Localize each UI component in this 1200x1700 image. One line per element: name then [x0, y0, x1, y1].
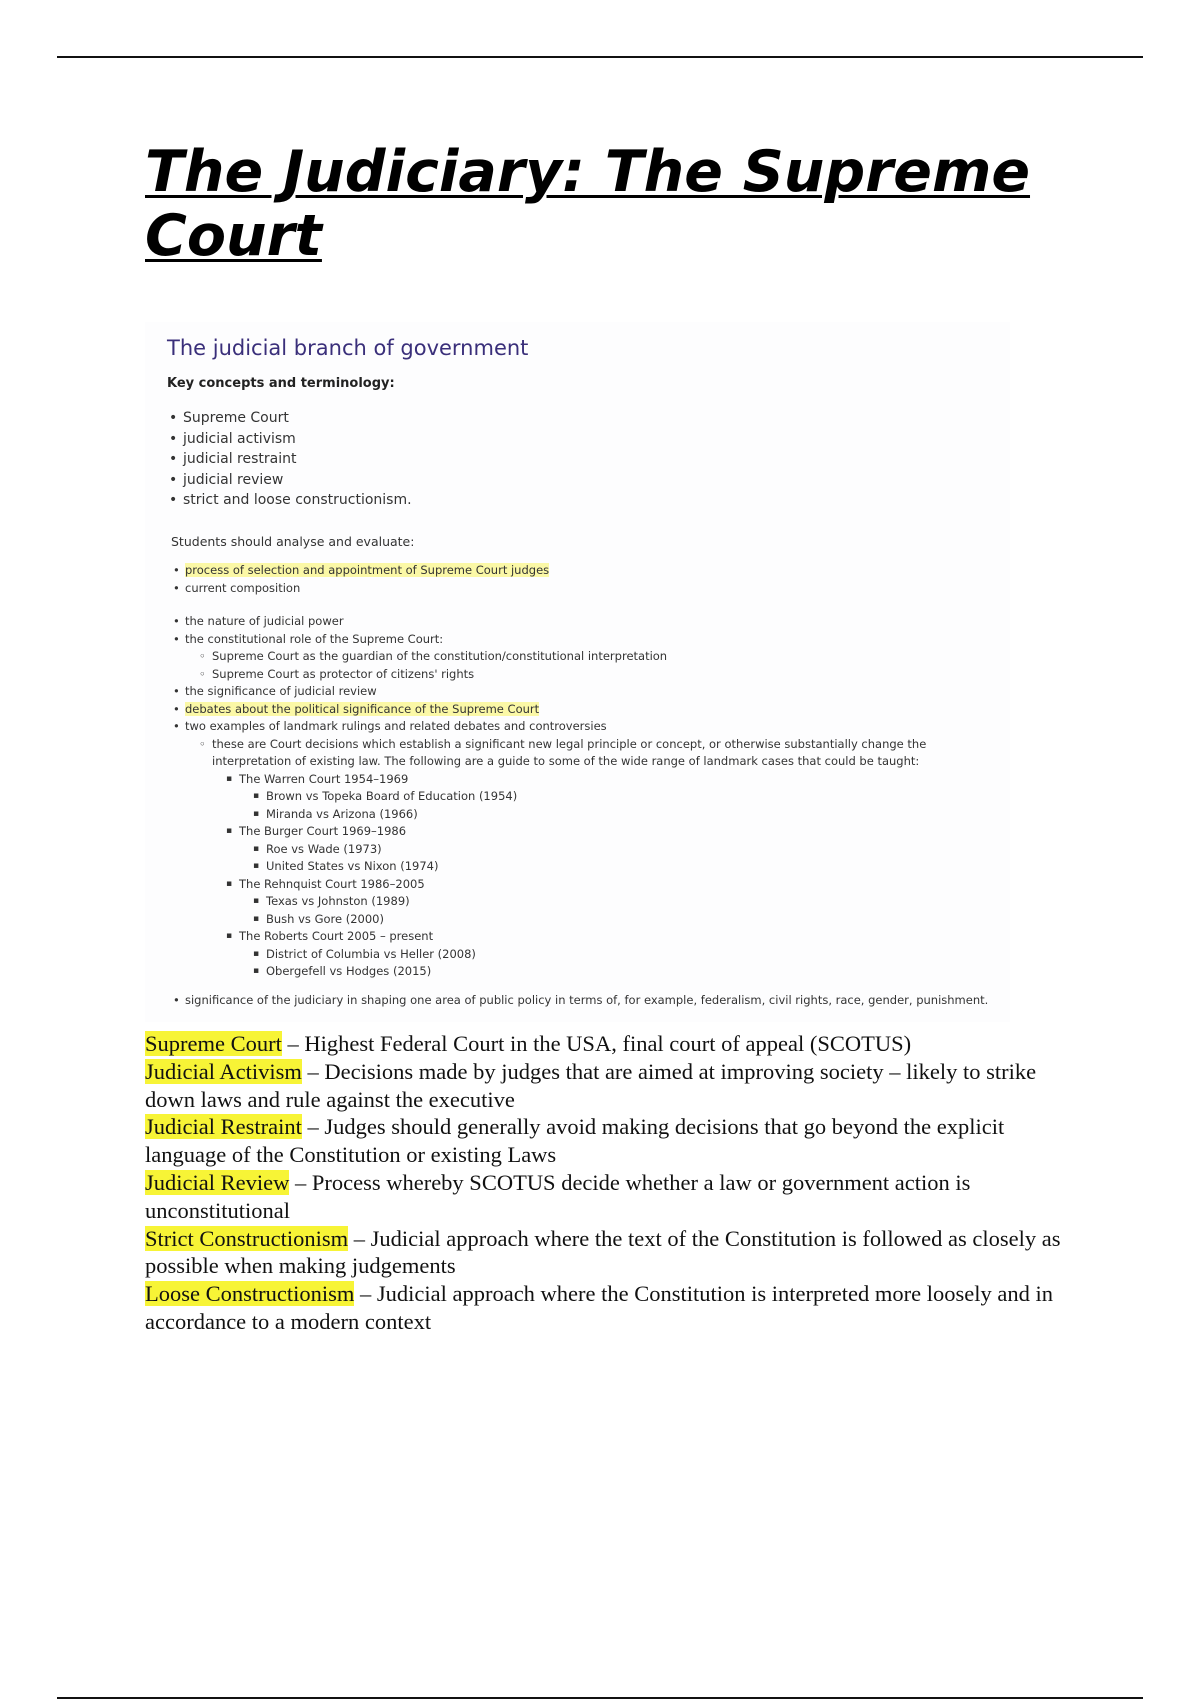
definition-term: Strict Constructionism	[145, 1225, 349, 1251]
list-item	[171, 701, 992, 719]
definition-text: – Decisions made by judges that are aimed at improving society – likely to strike down laws and rule against the executive	[145, 1058, 1037, 1112]
list-item: • two examples of landmark rulings and related debates and controversies	[171, 718, 992, 736]
list-item: ▪ Miranda vs Arizona (1966)	[171, 806, 992, 824]
definition-text: – Judicial approach where the text of the Constitution is followed as closely as possible when making judgements	[145, 1225, 1061, 1279]
list-item: ▪ The Warren Court 1954–1969	[171, 771, 992, 789]
definition	[145, 1225, 1065, 1281]
list-item: ▪ Texas vs Johnston (1989)	[171, 893, 992, 911]
definition-term: Judicial Activism	[145, 1058, 302, 1084]
page-title: The Judiciary: The Supreme Court	[145, 139, 1031, 269]
list-item: • current composition	[171, 580, 549, 598]
analyse-list-b	[171, 613, 992, 981]
students-label: Students should analyse and evaluate:	[171, 534, 415, 549]
list-item: ▪ Brown vs Topeka Board of Education (1954)	[171, 788, 992, 806]
analyse-list-a	[171, 562, 549, 597]
list-item: ◦ these are Court decisions which establish a significant new legal principle or concept, or otherwise substantially change the interpretation of existing law. The following are a guide to some of the wide range of landmark cases that could be taught:	[171, 736, 992, 771]
list-item: • Supreme Court	[167, 408, 412, 429]
list-item: • judicial restraint	[167, 449, 412, 470]
list-item: • judicial review	[167, 470, 412, 491]
list-item: ◦ Supreme Court as the guardian of the constitution/constitutional interpretation	[171, 648, 992, 666]
definition-term: Supreme Court	[145, 1031, 282, 1056]
list-item: ▪ Roe vs Wade (1973)	[171, 841, 992, 859]
definition	[145, 1058, 1065, 1114]
list-item: ◦ Supreme Court as protector of citizens' rights	[171, 666, 992, 684]
definition-term: Judicial Review	[145, 1169, 290, 1195]
specification-excerpt	[145, 322, 1010, 1022]
list-item: • the constitutional role of the Supreme Court:	[171, 631, 992, 649]
top-rule	[57, 56, 1143, 58]
definition	[145, 1169, 1065, 1225]
analyse-list-c	[171, 992, 1001, 1010]
spec-heading: The judicial branch of government	[167, 336, 529, 360]
list-item: ▪ District of Columbia vs Heller (2008)	[171, 946, 992, 964]
list-item	[171, 562, 549, 580]
definition-text: – Process whereby SCOTUS decide whether a law or government action is unconstitutional	[145, 1169, 971, 1223]
definition-text: – Judicial approach where the Constitution is interpreted more loosely and in accordance to a modern context	[145, 1281, 1053, 1334]
definition	[145, 1113, 1065, 1169]
definitions	[145, 1030, 1065, 1336]
list-item: ▪ The Burger Court 1969–1986	[171, 823, 992, 841]
list-item: • the significance of judicial review	[171, 683, 992, 701]
highlighted-text: debates about the political significance of the Supreme Court	[185, 701, 540, 716]
definition-text: – Highest Federal Court in the USA, final court of appeal (SCOTUS)	[281, 1031, 912, 1056]
definition-term: Judicial Restraint	[145, 1114, 302, 1140]
list-item: • the nature of judicial power	[171, 613, 992, 631]
list-item: ▪ Bush vs Gore (2000)	[171, 911, 992, 929]
list-item: • judicial activism	[167, 429, 412, 450]
definition	[145, 1280, 1065, 1336]
definition-term: Loose Constructionism	[145, 1281, 355, 1307]
list-item: ▪ United States vs Nixon (1974)	[171, 858, 992, 876]
highlighted-text: process of selection and appointment of Supreme Court judges	[185, 563, 550, 577]
definition	[145, 1030, 1065, 1058]
bottom-rule	[57, 1697, 1143, 1699]
list-item: • strict and loose constructionism.	[167, 490, 412, 511]
list-item: ▪ The Roberts Court 2005 – present	[171, 928, 992, 946]
list-item: • significance of the judiciary in shaping one area of public policy in terms of, for example, federalism, civil rights, race, gender, punishment.	[171, 992, 1001, 1010]
key-concepts-label: Key concepts and terminology:	[167, 376, 395, 391]
key-concepts-list	[167, 408, 412, 511]
list-item: ▪ Obergefell vs Hodges (2015)	[171, 963, 992, 981]
definition-text: – Judges should generally avoid making decisions that go beyond the explicit language of the Constitution or existing Laws	[145, 1114, 1005, 1168]
list-item: ▪ The Rehnquist Court 1986–2005	[171, 876, 992, 894]
